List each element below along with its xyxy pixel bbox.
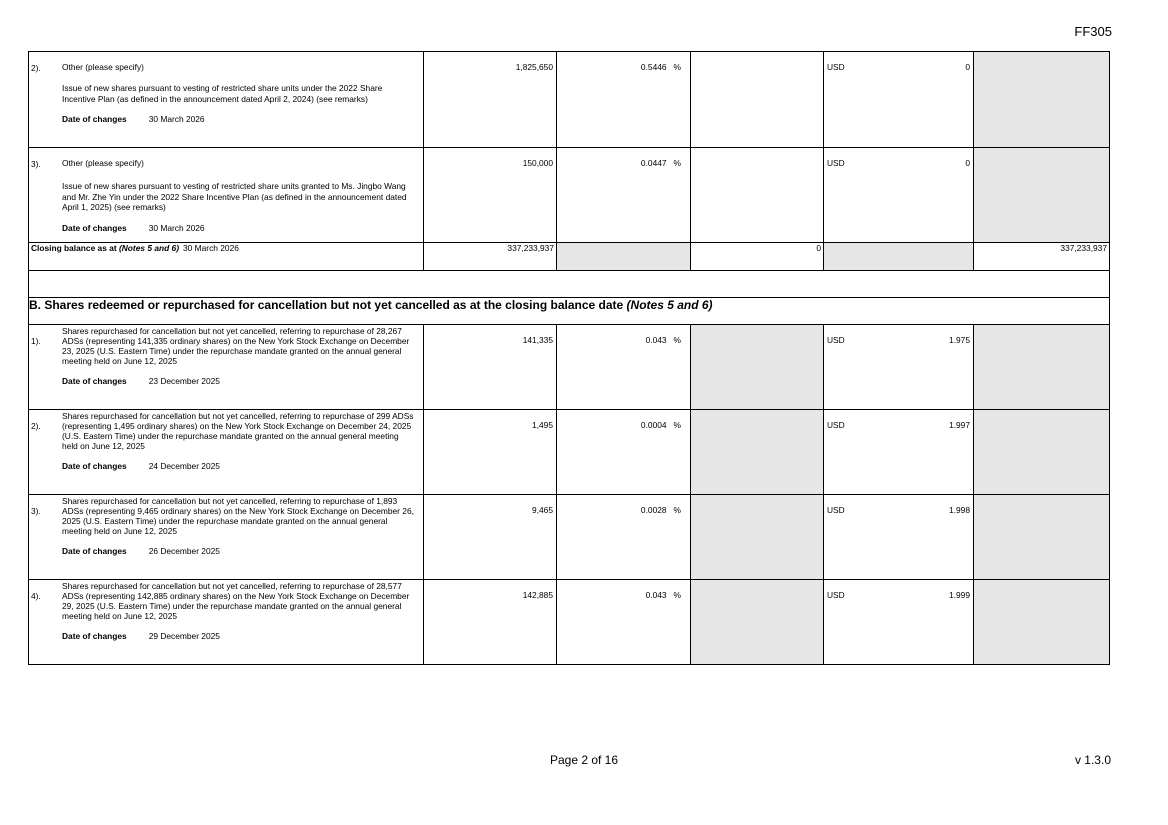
movement-description-cell <box>29 410 424 495</box>
movement-description: Shares repurchased for cancellation but not yet cancelled, referring to repurchase of 28,577 ADSs (representing 142,885 ordinary shares) on the New York Stock Exchange on December 29, 2025 (U.S. Eastern Time) under the repurchase mandate granted on the annual general meeting held on June 12, 2025 <box>62 581 410 621</box>
page-number: Page 2 of 16 <box>549 753 619 767</box>
row-index: 4). <box>31 591 41 601</box>
shaded-cell <box>691 410 824 495</box>
shaded-cell <box>974 148 1110 243</box>
table-row <box>29 495 1110 580</box>
table-row <box>29 325 1110 410</box>
shaded-cell <box>974 495 1110 580</box>
spacer-cell <box>29 271 1110 298</box>
shaded-cell <box>691 495 824 580</box>
date-of-changes-label: Date of changes <box>62 461 127 471</box>
shaded-cell <box>974 325 1110 410</box>
table-row <box>29 52 1110 148</box>
movement-type-label: Other (please specify) <box>62 62 144 72</box>
percent-cell <box>557 495 691 580</box>
currency-label: USD <box>827 62 845 72</box>
shaded-cell <box>557 243 691 271</box>
form-version: v 1.3.0 <box>1074 753 1111 767</box>
movement-description: Issue of new shares pursuant to vesting of restricted share units under the 2022 Share Incentive Plan (as defined in the announcement dated April 2, 2024) (see remarks) <box>62 83 383 104</box>
movement-description-cell <box>29 52 424 148</box>
date-of-changes-value: 23 December 2025 <box>148 376 220 386</box>
shares-cell: 142,885 <box>424 580 557 665</box>
percent-cell <box>557 52 691 148</box>
section-b-notes: (Notes 5 and 6) <box>626 298 713 312</box>
percent-sign: % <box>673 62 681 72</box>
price-cell <box>824 325 974 410</box>
movement-description-cell <box>29 325 424 410</box>
movement-description-cell <box>29 148 424 243</box>
percent-value: 0.5446 <box>640 62 667 72</box>
percent-cell <box>557 410 691 495</box>
shaded-cell <box>691 325 824 410</box>
closing-shares: 337,233,937 <box>424 243 557 271</box>
closing-total: 337,233,937 <box>974 243 1110 271</box>
percent-cell <box>557 580 691 665</box>
percent-sign: % <box>673 590 681 600</box>
shaded-cell <box>691 580 824 665</box>
percent-cell <box>557 325 691 410</box>
percent-sign: % <box>673 158 681 168</box>
date-of-changes-value: 30 March 2026 <box>148 114 205 124</box>
table-row <box>29 410 1110 495</box>
date-of-changes-label: Date of changes <box>62 546 127 556</box>
price-value: 1.998 <box>949 505 970 515</box>
currency-label: USD <box>827 335 845 345</box>
price-value: 0 <box>965 62 970 72</box>
spacer-row <box>29 271 1110 298</box>
shares-cell: 9,465 <box>424 495 557 580</box>
percent-sign: % <box>673 420 681 430</box>
shaded-cell <box>824 243 974 271</box>
date-of-changes-label: Date of changes <box>62 114 127 124</box>
percent-value: 0.043 <box>645 335 667 345</box>
currency-label: USD <box>827 158 845 168</box>
price-cell <box>824 410 974 495</box>
closing-balance-row <box>29 243 1110 271</box>
price-cell <box>824 580 974 665</box>
date-of-changes-label: Date of changes <box>62 376 127 386</box>
closing-label-text: Closing balance as at <box>31 243 117 253</box>
currency-label: USD <box>827 420 845 430</box>
date-of-changes-value: 29 December 2025 <box>148 631 220 641</box>
shaded-cell <box>974 52 1110 148</box>
table-row <box>29 148 1110 243</box>
currency-label: USD <box>827 505 845 515</box>
closing-notes: (Notes 5 and 6) <box>118 243 180 253</box>
row-index: 2). <box>31 421 41 431</box>
shares-cell: 141,335 <box>424 325 557 410</box>
closing-treasury: 0 <box>691 243 824 271</box>
form-code: FF305 <box>1074 24 1112 39</box>
percent-value: 0.0447 <box>640 158 667 168</box>
date-of-changes-label: Date of changes <box>62 631 127 641</box>
closing-balance-label <box>29 243 424 271</box>
price-value: 1.999 <box>949 590 970 600</box>
shares-cell: 1,495 <box>424 410 557 495</box>
share-movements-table <box>28 51 1110 665</box>
movement-description: Shares repurchased for cancellation but not yet cancelled, referring to repurchase of 299 ADSs (representing 1,495 ordinary shares) on the New York Stock Exchange on December 24, 2025 (U.S. Eastern Time) under the repurchase mandate granted on the annual general meeting held on June 12, 2025 <box>62 411 414 451</box>
percent-sign: % <box>673 505 681 515</box>
date-of-changes-value: 30 March 2026 <box>148 222 205 233</box>
date-of-changes-value: 24 December 2025 <box>148 461 220 471</box>
section-b-title <box>29 298 1110 325</box>
percent-sign: % <box>673 335 681 345</box>
row-index: 3). <box>31 159 41 169</box>
percent-value: 0.0004 <box>640 420 667 430</box>
movement-description-cell <box>29 495 424 580</box>
price-cell <box>824 495 974 580</box>
price-value: 1.997 <box>949 420 970 430</box>
movement-description: Issue of new shares pursuant to vesting of restricted share units granted to Ms. Jingbo Wang and Mr. Zhe Yin under the 2022 Share Incentive Plan (as defined in the announcement dated April 1, 2025) (see remarks) <box>62 181 407 212</box>
shaded-cell <box>974 580 1110 665</box>
shares-cell: 1,825,650 <box>424 52 557 148</box>
price-cell <box>824 148 974 243</box>
row-index: 2). <box>31 63 41 73</box>
row-index: 1). <box>31 336 41 346</box>
date-of-changes-value: 26 December 2025 <box>148 546 220 556</box>
shaded-cell <box>974 410 1110 495</box>
percent-value: 0.043 <box>645 590 667 600</box>
movement-description-cell <box>29 580 424 665</box>
row-index: 3). <box>31 506 41 516</box>
price-value: 0 <box>965 158 970 168</box>
percent-cell <box>557 148 691 243</box>
shares-cell: 150,000 <box>424 148 557 243</box>
currency-label: USD <box>827 590 845 600</box>
table-row <box>29 580 1110 665</box>
date-of-changes-label: Date of changes <box>62 222 127 233</box>
section-b-title-text: B. Shares redeemed or repurchased for cancellation but not yet cancelled as at the closing balance date <box>29 298 624 312</box>
price-cell <box>824 52 974 148</box>
blank-cell <box>691 52 824 148</box>
movement-type-label: Other (please specify) <box>62 158 144 168</box>
closing-date: 30 March 2026 <box>183 243 239 253</box>
percent-value: 0.0028 <box>640 505 667 515</box>
movement-description: Shares repurchased for cancellation but not yet cancelled, referring to repurchase of 1,893 ADSs (representing 9,465 ordinary shares) on the New York Stock Exchange on December 26, 2025 (U.S. Eastern Time) under the repurchase mandate granted on the annual general meeting held on June 12, 2025 <box>62 496 414 536</box>
movement-description: Shares repurchased for cancellation but not yet cancelled, referring to repurchase of 28,267 ADSs (representing 141,335 ordinary shares) on the New York Stock Exchange on December 23, 2025 (U.S. Eastern Time) under the repurchase mandate granted on the annual general meeting held on June 12, 2025 <box>62 326 410 366</box>
section-b-header-row <box>29 298 1110 325</box>
price-value: 1.975 <box>949 335 970 345</box>
blank-cell <box>691 148 824 243</box>
